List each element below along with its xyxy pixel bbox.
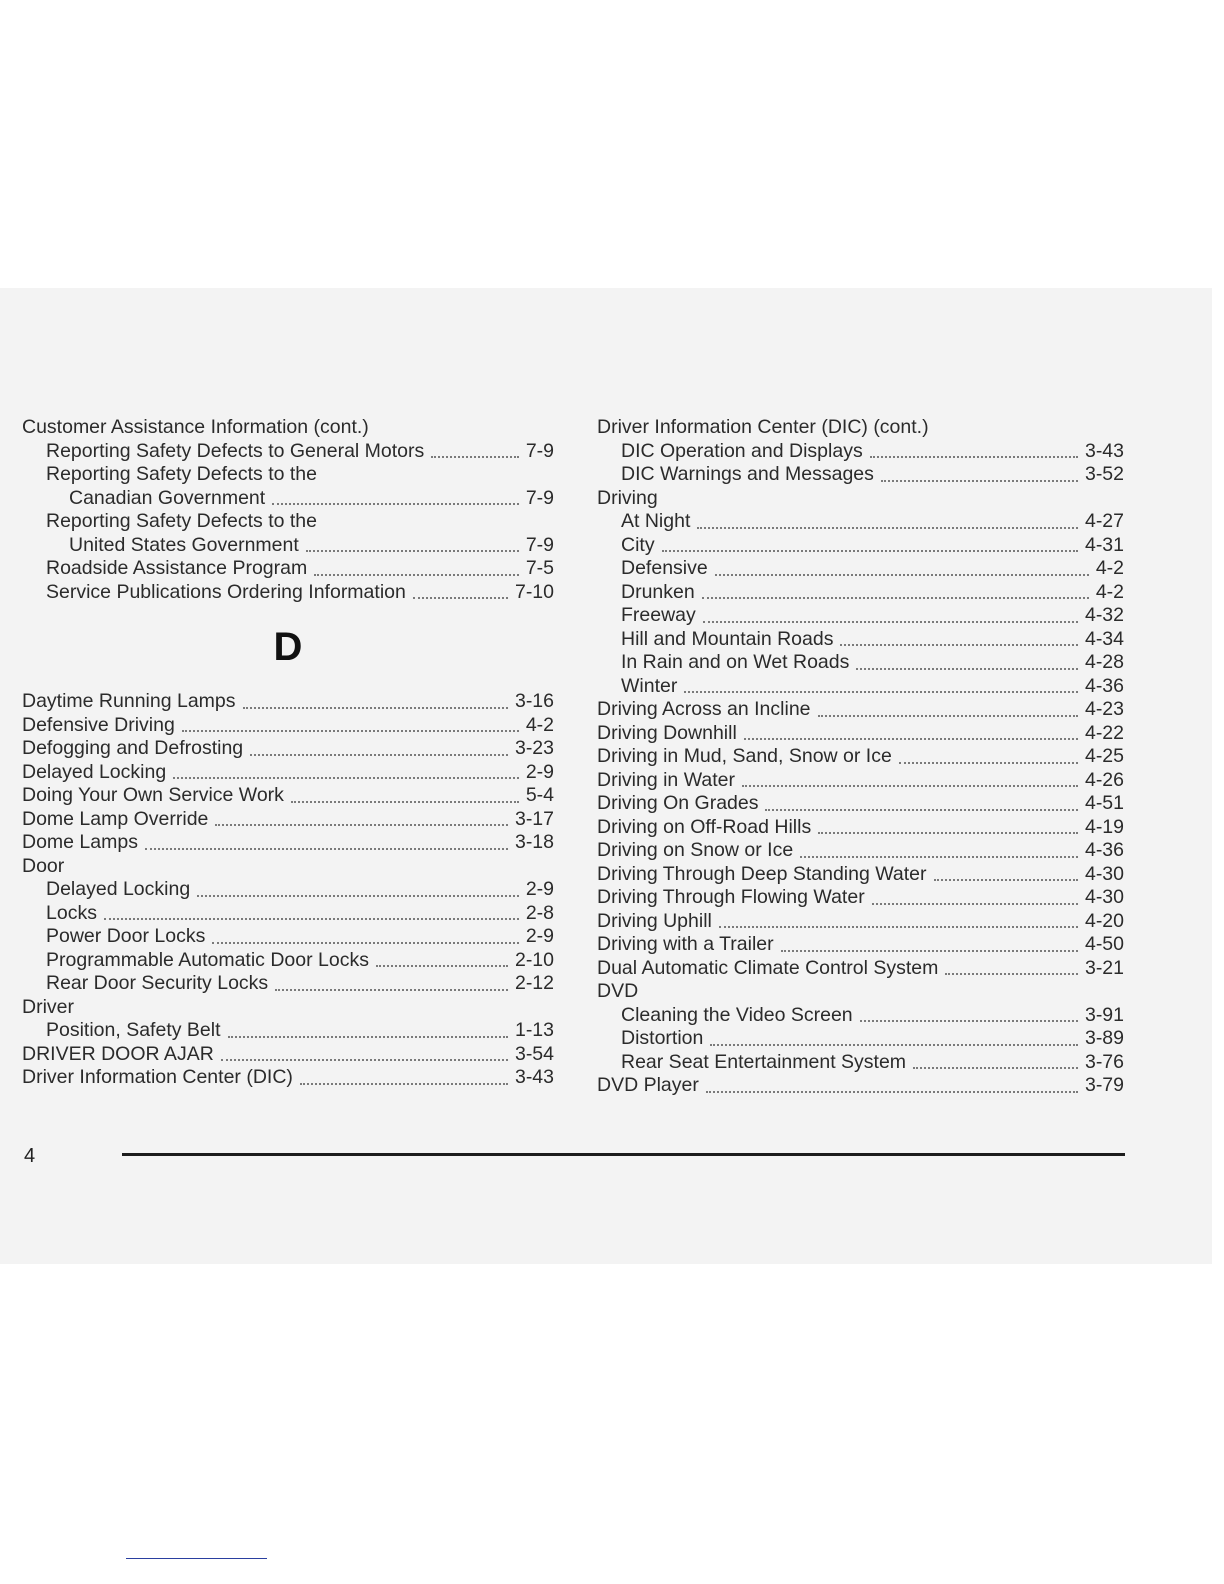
index-entry-page: 4-25 bbox=[1084, 745, 1124, 767]
index-entry bbox=[597, 769, 1124, 793]
dot-leader bbox=[818, 832, 1078, 834]
index-entry-label: Driving Across an Incline bbox=[597, 698, 811, 720]
dot-leader bbox=[104, 918, 519, 920]
dot-leader bbox=[781, 950, 1078, 952]
dot-leader bbox=[221, 1059, 508, 1061]
index-entry bbox=[22, 831, 554, 855]
index-entry-label: Power Door Locks bbox=[46, 925, 206, 947]
dot-leader bbox=[376, 965, 508, 967]
index-entry-page: 4-22 bbox=[1084, 721, 1124, 744]
index-entry-label: Defensive bbox=[621, 557, 708, 579]
index-entry bbox=[22, 1019, 554, 1043]
dot-leader bbox=[913, 1067, 1078, 1069]
dot-leader bbox=[413, 597, 508, 599]
index-entry-page: 2-12 bbox=[514, 972, 554, 994]
index-column-left bbox=[22, 416, 554, 1090]
index-entry bbox=[597, 1051, 1124, 1075]
index-entry bbox=[22, 581, 554, 605]
index-entry-page: 3-91 bbox=[1084, 1003, 1124, 1026]
index-entry-page: 3-79 bbox=[1084, 1074, 1124, 1096]
index-entry bbox=[597, 1074, 1124, 1098]
index-entry-label: DIC Operation and Displays bbox=[621, 439, 863, 462]
index-entry-page: 3-89 bbox=[1084, 1027, 1124, 1049]
dot-leader bbox=[291, 801, 519, 803]
index-entry-page: 7-10 bbox=[514, 580, 554, 603]
index-entry-label: Defogging and Defrosting bbox=[22, 737, 244, 759]
index-entry bbox=[597, 604, 1124, 628]
index-entry-label: Driving in Water bbox=[597, 768, 735, 791]
index-entry-label: In Rain and on Wet Roads bbox=[621, 651, 850, 673]
index-entry bbox=[22, 440, 554, 464]
index-entry-label: Driving in Mud, Sand, Snow or Ice bbox=[597, 745, 892, 767]
footer-rule bbox=[122, 1153, 1125, 1156]
index-entry-page: 4-31 bbox=[1084, 533, 1124, 556]
index-entry-list bbox=[22, 440, 554, 605]
dot-leader bbox=[300, 1083, 508, 1085]
dot-leader bbox=[934, 879, 1078, 881]
dot-leader bbox=[306, 550, 519, 552]
index-entry-page: 7-9 bbox=[525, 533, 554, 556]
index-entry bbox=[597, 745, 1124, 769]
dot-leader bbox=[314, 574, 519, 576]
dot-leader bbox=[715, 574, 1089, 576]
index-entry bbox=[22, 925, 554, 949]
index-entry-label: Position, Safety Belt bbox=[46, 1019, 221, 1041]
index-entry-page: 3-18 bbox=[514, 831, 554, 853]
index-entry bbox=[597, 534, 1124, 558]
dot-leader bbox=[212, 942, 518, 944]
dot-leader bbox=[881, 480, 1078, 482]
index-entry-label: Dome Lamps bbox=[22, 831, 138, 853]
index-entry-page: 3-76 bbox=[1084, 1050, 1124, 1073]
index-subheading: Reporting Safety Defects to the bbox=[46, 463, 317, 485]
index-entry-list bbox=[22, 690, 554, 1090]
index-entry-page: 4-26 bbox=[1084, 768, 1124, 791]
index-entry-label: Rear Door Security Locks bbox=[46, 972, 269, 994]
index-entry bbox=[597, 675, 1124, 699]
index-entry-label: Driving On Grades bbox=[597, 792, 759, 814]
index-entry-label: Winter bbox=[621, 674, 678, 697]
dot-leader bbox=[702, 597, 1089, 599]
dot-leader bbox=[765, 809, 1077, 811]
index-entry-page: 7-9 bbox=[525, 486, 554, 509]
dot-leader bbox=[243, 707, 508, 709]
index-entry bbox=[22, 784, 554, 808]
index-entry-page: 3-21 bbox=[1084, 956, 1124, 979]
index-entry bbox=[22, 972, 554, 996]
index-entry-page: 1-13 bbox=[514, 1019, 554, 1041]
index-entry-label: Driving on Off-Road Hills bbox=[597, 815, 812, 838]
index-column-right bbox=[597, 416, 1124, 1098]
index-entry-label: Programmable Automatic Door Locks bbox=[46, 948, 369, 971]
dot-leader bbox=[945, 973, 1078, 975]
index-entry bbox=[597, 957, 1124, 981]
index-entry-page: 4-28 bbox=[1084, 651, 1124, 673]
dot-leader bbox=[703, 621, 1078, 623]
index-entry bbox=[597, 510, 1124, 534]
index-entry bbox=[22, 949, 554, 973]
index-entry-page: 3-52 bbox=[1084, 463, 1124, 485]
index-entry bbox=[597, 910, 1124, 934]
index-entry-page: 4-20 bbox=[1084, 909, 1124, 932]
index-subheading: DVD bbox=[597, 980, 639, 1002]
index-entry bbox=[22, 902, 554, 926]
index-entry-label: DIC Warnings and Messages bbox=[621, 463, 874, 485]
index-entry-page: 4-34 bbox=[1084, 627, 1124, 650]
index-entry-label: Delayed Locking bbox=[22, 760, 167, 783]
index-entry-page: 5-4 bbox=[525, 784, 554, 806]
index-entry-page: 4-30 bbox=[1084, 886, 1124, 908]
dot-leader bbox=[710, 1044, 1078, 1046]
section-letter: D bbox=[273, 625, 303, 669]
index-entry-label: Dome Lamp Override bbox=[22, 807, 209, 830]
index-entry-label: Driver Information Center (DIC) bbox=[22, 1066, 293, 1088]
index-entry bbox=[22, 557, 554, 581]
index-entry-page: 3-54 bbox=[514, 1042, 554, 1065]
dot-leader bbox=[275, 989, 508, 991]
index-entry-label: Driving Uphill bbox=[597, 909, 712, 932]
index-entry-label: Cleaning the Video Screen bbox=[621, 1003, 853, 1026]
index-entry bbox=[597, 816, 1124, 840]
index-entry-label: Driving on Snow or Ice bbox=[597, 839, 794, 861]
index-entry bbox=[22, 1066, 554, 1090]
index-entry bbox=[597, 863, 1124, 887]
index-entry-label: Drunken bbox=[621, 580, 695, 603]
index-entry-label: Driving with a Trailer bbox=[597, 933, 774, 955]
dot-leader bbox=[197, 895, 519, 897]
index-entry-page: 2-9 bbox=[525, 760, 554, 783]
index-entry-page: 3-17 bbox=[514, 807, 554, 830]
index-entry-page: 7-5 bbox=[525, 557, 554, 579]
index-entry bbox=[597, 792, 1124, 816]
index-entry bbox=[597, 651, 1124, 675]
index-entry-label: At Night bbox=[621, 510, 691, 532]
index-entry bbox=[22, 878, 554, 902]
dot-leader bbox=[706, 1091, 1078, 1093]
index-entry-page: 4-32 bbox=[1084, 604, 1124, 626]
index-entry-label: Canadian Government bbox=[69, 486, 266, 509]
index-entry-page: 3-43 bbox=[1084, 439, 1124, 462]
dot-leader bbox=[182, 730, 519, 732]
dot-leader bbox=[250, 754, 508, 756]
index-entry-label: Distortion bbox=[621, 1027, 704, 1049]
dot-leader bbox=[818, 715, 1078, 717]
index-entry bbox=[22, 1043, 554, 1067]
dot-leader bbox=[840, 644, 1078, 646]
index-entry-label: Dual Automatic Climate Control System bbox=[597, 956, 939, 979]
index-entry-label: Reporting Safety Defects to General Motors bbox=[46, 439, 425, 462]
index-entry-label: United States Government bbox=[69, 533, 299, 556]
page-number: 4 bbox=[24, 1145, 36, 1167]
index-entry-page: 4-27 bbox=[1084, 510, 1124, 532]
index-entry bbox=[22, 761, 554, 785]
index-entry bbox=[22, 714, 554, 738]
index-entry bbox=[597, 463, 1124, 487]
index-subheading: Reporting Safety Defects to the bbox=[46, 510, 317, 532]
index-entry-page: 4-50 bbox=[1084, 933, 1124, 955]
dot-leader bbox=[860, 1020, 1078, 1022]
dot-leader bbox=[173, 777, 519, 779]
index-subheading: Driver bbox=[22, 995, 74, 1018]
dot-leader bbox=[431, 456, 519, 458]
index-entry-page: 3-43 bbox=[514, 1066, 554, 1088]
dot-leader bbox=[872, 903, 1078, 905]
index-entry-label: DVD Player bbox=[597, 1074, 699, 1096]
dot-leader bbox=[856, 668, 1078, 670]
index-entry-label: Defensive Driving bbox=[22, 713, 175, 736]
index-subheading: Door bbox=[22, 854, 65, 877]
index-entry bbox=[22, 690, 554, 714]
index-entry-label: Driving Through Deep Standing Water bbox=[597, 862, 927, 885]
index-entry-list bbox=[597, 416, 1124, 1098]
index-entry bbox=[597, 839, 1124, 863]
dot-leader bbox=[800, 856, 1078, 858]
index-entry-page: 2-8 bbox=[525, 901, 554, 924]
index-entry-page: 4-36 bbox=[1084, 839, 1124, 861]
index-entry bbox=[597, 933, 1124, 957]
index-entry bbox=[22, 487, 554, 511]
index-entry-page: 2-10 bbox=[514, 948, 554, 971]
index-entry bbox=[597, 628, 1124, 652]
index-entry-label: Delayed Locking bbox=[46, 878, 191, 900]
dot-leader bbox=[899, 762, 1078, 764]
index-entry-label: DRIVER DOOR AJAR bbox=[22, 1042, 214, 1065]
index-entry-page: 3-23 bbox=[514, 737, 554, 759]
index-entry-label: Freeway bbox=[621, 604, 696, 626]
index-entry bbox=[597, 1027, 1124, 1051]
index-entry-page: 4-51 bbox=[1084, 792, 1124, 814]
index-entry bbox=[597, 886, 1124, 910]
dot-leader bbox=[870, 456, 1078, 458]
index-entry-page: 7-9 bbox=[525, 439, 554, 462]
index-entry-label: Service Publications Ordering Information bbox=[46, 580, 406, 603]
index-entry-label: City bbox=[621, 533, 655, 556]
index-entry-page: 4-19 bbox=[1084, 815, 1124, 838]
index-entry-label: Roadside Assistance Program bbox=[46, 557, 308, 579]
index-subheading: Driving bbox=[597, 486, 658, 509]
index-entry bbox=[597, 698, 1124, 722]
index-entry bbox=[597, 722, 1124, 746]
dot-leader bbox=[272, 503, 519, 505]
dot-leader bbox=[662, 550, 1078, 552]
index-entry-label: Driving Through Flowing Water bbox=[597, 886, 865, 908]
dot-leader bbox=[744, 738, 1078, 740]
index-heading: Customer Assistance Information (cont.) bbox=[22, 416, 369, 438]
index-entry-label: Hill and Mountain Roads bbox=[621, 627, 834, 650]
dot-leader bbox=[742, 785, 1078, 787]
index-entry bbox=[22, 808, 554, 832]
index-entry bbox=[597, 557, 1124, 581]
dot-leader bbox=[684, 691, 1078, 693]
index-entry-page: 2-9 bbox=[525, 878, 554, 900]
index-entry bbox=[22, 737, 554, 761]
dot-leader bbox=[215, 824, 508, 826]
index-entry-label: Rear Seat Entertainment System bbox=[621, 1050, 907, 1073]
dot-leader bbox=[719, 926, 1078, 928]
index-entry-page: 2-9 bbox=[525, 925, 554, 947]
index-entry-label: Doing Your Own Service Work bbox=[22, 784, 284, 806]
index-entry bbox=[597, 440, 1124, 464]
index-entry-label: Locks bbox=[46, 901, 97, 924]
dot-leader bbox=[228, 1036, 508, 1038]
index-entry bbox=[597, 581, 1124, 605]
dot-leader bbox=[697, 527, 1078, 529]
dot-leader bbox=[145, 848, 508, 850]
index-entry-label: Daytime Running Lamps bbox=[22, 690, 236, 712]
index-entry-page: 4-36 bbox=[1084, 674, 1124, 697]
index-entry-page: 3-16 bbox=[514, 690, 554, 712]
link-underline bbox=[126, 1558, 267, 1559]
index-entry-page: 4-2 bbox=[525, 713, 554, 736]
index-entry bbox=[22, 534, 554, 558]
index-entry-page: 4-2 bbox=[1095, 580, 1124, 603]
index-entry-page: 4-2 bbox=[1095, 557, 1124, 579]
index-entry-page: 4-23 bbox=[1084, 698, 1124, 720]
index-subheading: Driver Information Center (DIC) (cont.) bbox=[597, 416, 929, 438]
index-entry bbox=[597, 1004, 1124, 1028]
index-entry-page: 4-30 bbox=[1084, 862, 1124, 885]
index-entry-label: Driving Downhill bbox=[597, 721, 737, 744]
